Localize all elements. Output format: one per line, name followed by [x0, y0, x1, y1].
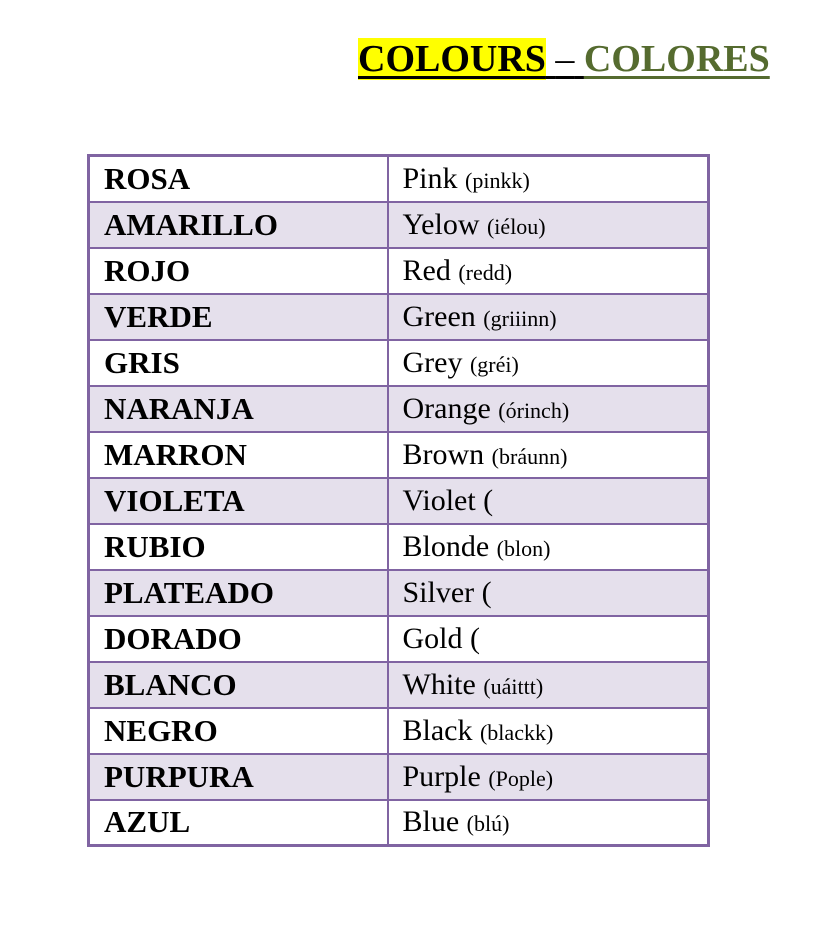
english-word: Orange [402, 391, 491, 425]
english-word-cell [388, 340, 709, 386]
table-row [89, 524, 709, 570]
spanish-word: PURPURA [89, 754, 388, 800]
table-row [89, 386, 709, 432]
english-word: Yelow [402, 207, 480, 241]
english-word-cell [388, 294, 709, 340]
spanish-word: NEGRO [89, 708, 388, 754]
pronunciation: (blackk) [479, 719, 554, 745]
table-row [89, 156, 709, 202]
table-row [89, 800, 709, 846]
title-english: COLOURS [358, 38, 546, 80]
title-dash: – [555, 38, 575, 80]
pronunciation: (gréi) [469, 351, 519, 377]
table-row [89, 202, 709, 248]
pronunciation: (órinch) [498, 397, 570, 423]
table-row [89, 754, 709, 800]
spanish-word: MARRON [89, 432, 388, 478]
table-row [89, 432, 709, 478]
english-word: Violet ( [402, 483, 494, 517]
english-word-cell [388, 202, 709, 248]
spanish-word: AMARILLO [89, 202, 388, 248]
pronunciation: (bráunn) [491, 443, 568, 469]
pronunciation: (redd) [458, 259, 513, 285]
english-word: Brown [402, 437, 485, 471]
english-word: Silver ( [402, 575, 492, 609]
english-word-cell [388, 570, 709, 616]
english-word: Grey [402, 345, 463, 379]
english-word-cell [388, 386, 709, 432]
pronunciation: (iélou) [486, 213, 546, 239]
english-word: Red [402, 253, 451, 287]
spanish-word: ROSA [89, 156, 388, 202]
english-word: Blue [402, 805, 460, 839]
english-word-cell [388, 662, 709, 708]
english-word: Blonde [402, 529, 490, 563]
english-word-cell [388, 248, 709, 294]
table-row [89, 340, 709, 386]
pronunciation: (griiinn) [483, 305, 557, 331]
pronunciation: (blon) [496, 535, 551, 561]
english-word: Gold ( [402, 621, 480, 655]
table-row [89, 294, 709, 340]
english-word-cell [388, 156, 709, 202]
spanish-word: PLATEADO [89, 570, 388, 616]
table-row [89, 616, 709, 662]
colour-vocabulary-table [87, 154, 710, 847]
spanish-word: NARANJA [89, 386, 388, 432]
english-word: Black [402, 713, 473, 747]
english-word-cell [388, 478, 709, 524]
table-row [89, 662, 709, 708]
table-row [89, 708, 709, 754]
english-word: Purple [402, 759, 481, 793]
pronunciation: (blú) [466, 811, 510, 837]
english-word-cell [388, 800, 709, 846]
table-row [89, 570, 709, 616]
table-row [89, 478, 709, 524]
english-word: Pink [402, 161, 458, 195]
pronunciation: (Pople) [488, 765, 554, 791]
english-word-cell [388, 754, 709, 800]
english-word: Green [402, 299, 476, 333]
table-row [89, 248, 709, 294]
spanish-word: BLANCO [89, 662, 388, 708]
spanish-word: VERDE [89, 294, 388, 340]
spanish-word: ROJO [89, 248, 388, 294]
english-word-cell [388, 708, 709, 754]
pronunciation: (pinkk) [465, 167, 530, 193]
spanish-word: VIOLETA [89, 478, 388, 524]
english-word: White [402, 667, 476, 701]
spanish-word: DORADO [89, 616, 388, 662]
spanish-word: RUBIO [89, 524, 388, 570]
page-title [358, 40, 770, 78]
pronunciation: (uáittt) [483, 673, 544, 699]
english-word-cell [388, 432, 709, 478]
spanish-word: AZUL [89, 800, 388, 846]
english-word-cell [388, 524, 709, 570]
spanish-word: GRIS [89, 340, 388, 386]
english-word-cell [388, 616, 709, 662]
title-spanish: COLORES [583, 38, 770, 80]
